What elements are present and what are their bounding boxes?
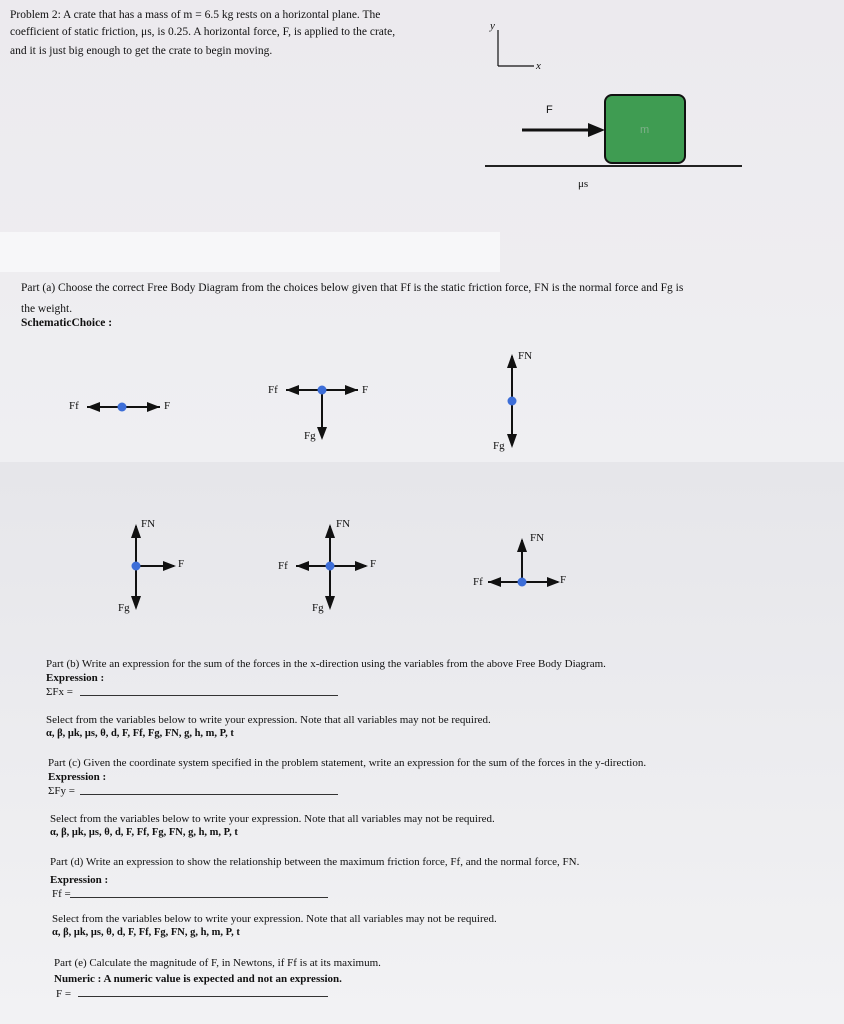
part-b-variables: α, β, μk, μs, θ, d, F, Ff, Fg, FN, g, h, m, P, t (46, 728, 234, 739)
part-d-select-text: Select from the variables below to write your expression. Note that all variables may not be required. (52, 913, 497, 925)
fbd4-normal-label: FN (141, 518, 156, 530)
part-d-answer-label: Ff = (52, 888, 71, 900)
problem-line-2: coefficient of static friction, μs, is 0.25. A horizontal force, F, is applied to the crate, (10, 26, 396, 38)
part-e-prompt: Part (e) Calculate the magnitude of F, in Newtons, if Ff is at its maximum. (54, 957, 381, 969)
fbd3-gravity-label: Fg (493, 440, 505, 452)
mu-label: μs (578, 178, 589, 190)
part-e-mode: Numeric : A numeric value is expected and not an expression. (54, 973, 342, 985)
fbd3-normal-label: FN (518, 350, 533, 362)
part-c-variables: α, β, μk, μs, θ, d, F, Ff, Fg, FN, g, h, m, P, t (50, 827, 238, 838)
fbd6-applied-label: F (560, 574, 567, 586)
mass-label: m (640, 124, 650, 136)
part-a-prompt-cont: the weight. (21, 303, 73, 315)
part-a-mode: SchematicChoice : (21, 317, 113, 329)
fbd5-friction-label: Ff (278, 560, 288, 572)
part-c-answer-field[interactable] (80, 794, 338, 795)
fbd1-friction-label: Ff (69, 400, 79, 412)
fbd2-friction-label: Ff (268, 384, 278, 396)
part-a-prompt: Part (a) Choose the correct Free Body Diagram from the choices below given that Ff is the static friction force, FN is the normal force and Fg is (21, 282, 684, 294)
part-c-mode: Expression : (48, 771, 107, 783)
part-c-select-text: Select from the variables below to write your expression. Note that all variables may not be required. (50, 813, 495, 825)
part-d-variables: α, β, μk, μs, θ, d, F, Ff, Fg, FN, g, h, m, P, t (52, 927, 240, 938)
fbd6-normal-label: FN (530, 532, 545, 544)
crate-figure (480, 88, 750, 188)
force-label: F (546, 104, 553, 116)
fbd-choice-4[interactable] (118, 518, 198, 618)
part-b-prompt: Part (b) Write an expression for the sum of the forces in the x-direction using the variables from the above Free Body Diagram. (46, 658, 606, 670)
fbd6-friction-label: Ff (473, 576, 483, 588)
fbd4-gravity-label: Fg (118, 602, 130, 614)
axis-y-label: y (490, 20, 495, 32)
problem-line-3: and it is just big enough to get the crate to begin moving. (10, 45, 273, 57)
part-d-prompt: Part (d) Write an expression to show the relationship between the maximum friction force, Ff, and the normal force, FN. (50, 856, 580, 868)
part-d-mode: Expression : (50, 874, 109, 886)
fbd5-gravity-label: Fg (312, 602, 324, 614)
fbd1-applied-label: F (164, 400, 171, 412)
force-arrow-head (588, 123, 605, 137)
part-e-answer-label: F = (56, 988, 72, 1000)
part-b-mode: Expression : (46, 672, 105, 684)
part-b-select-text: Select from the variables below to write your expression. Note that all variables may not be required. (46, 714, 491, 726)
axis-x-label: x (536, 60, 541, 72)
fbd5-normal-label: FN (336, 518, 351, 530)
fbd4-applied-label: F (178, 558, 185, 570)
part-b-answer-label: ΣFx = (46, 686, 73, 698)
part-e-answer-field[interactable] (78, 996, 328, 997)
part-b-answer-field[interactable] (80, 695, 338, 696)
part-d-answer-field[interactable] (70, 897, 328, 898)
part-c-prompt: Part (c) Given the coordinate system specified in the problem statement, write an expression for the sum of the forces in the y-direction. (48, 757, 647, 769)
fbd2-gravity-label: Fg (304, 430, 316, 442)
blank-strip (0, 232, 500, 272)
fbd5-applied-label: F (370, 558, 377, 570)
part-c-answer-label: ΣFy = (48, 785, 75, 797)
problem-line-1: Problem 2: A crate that has a mass of m = 6.5 kg rests on a horizontal plane. The (10, 9, 381, 21)
fbd2-applied-label: F (362, 384, 369, 396)
